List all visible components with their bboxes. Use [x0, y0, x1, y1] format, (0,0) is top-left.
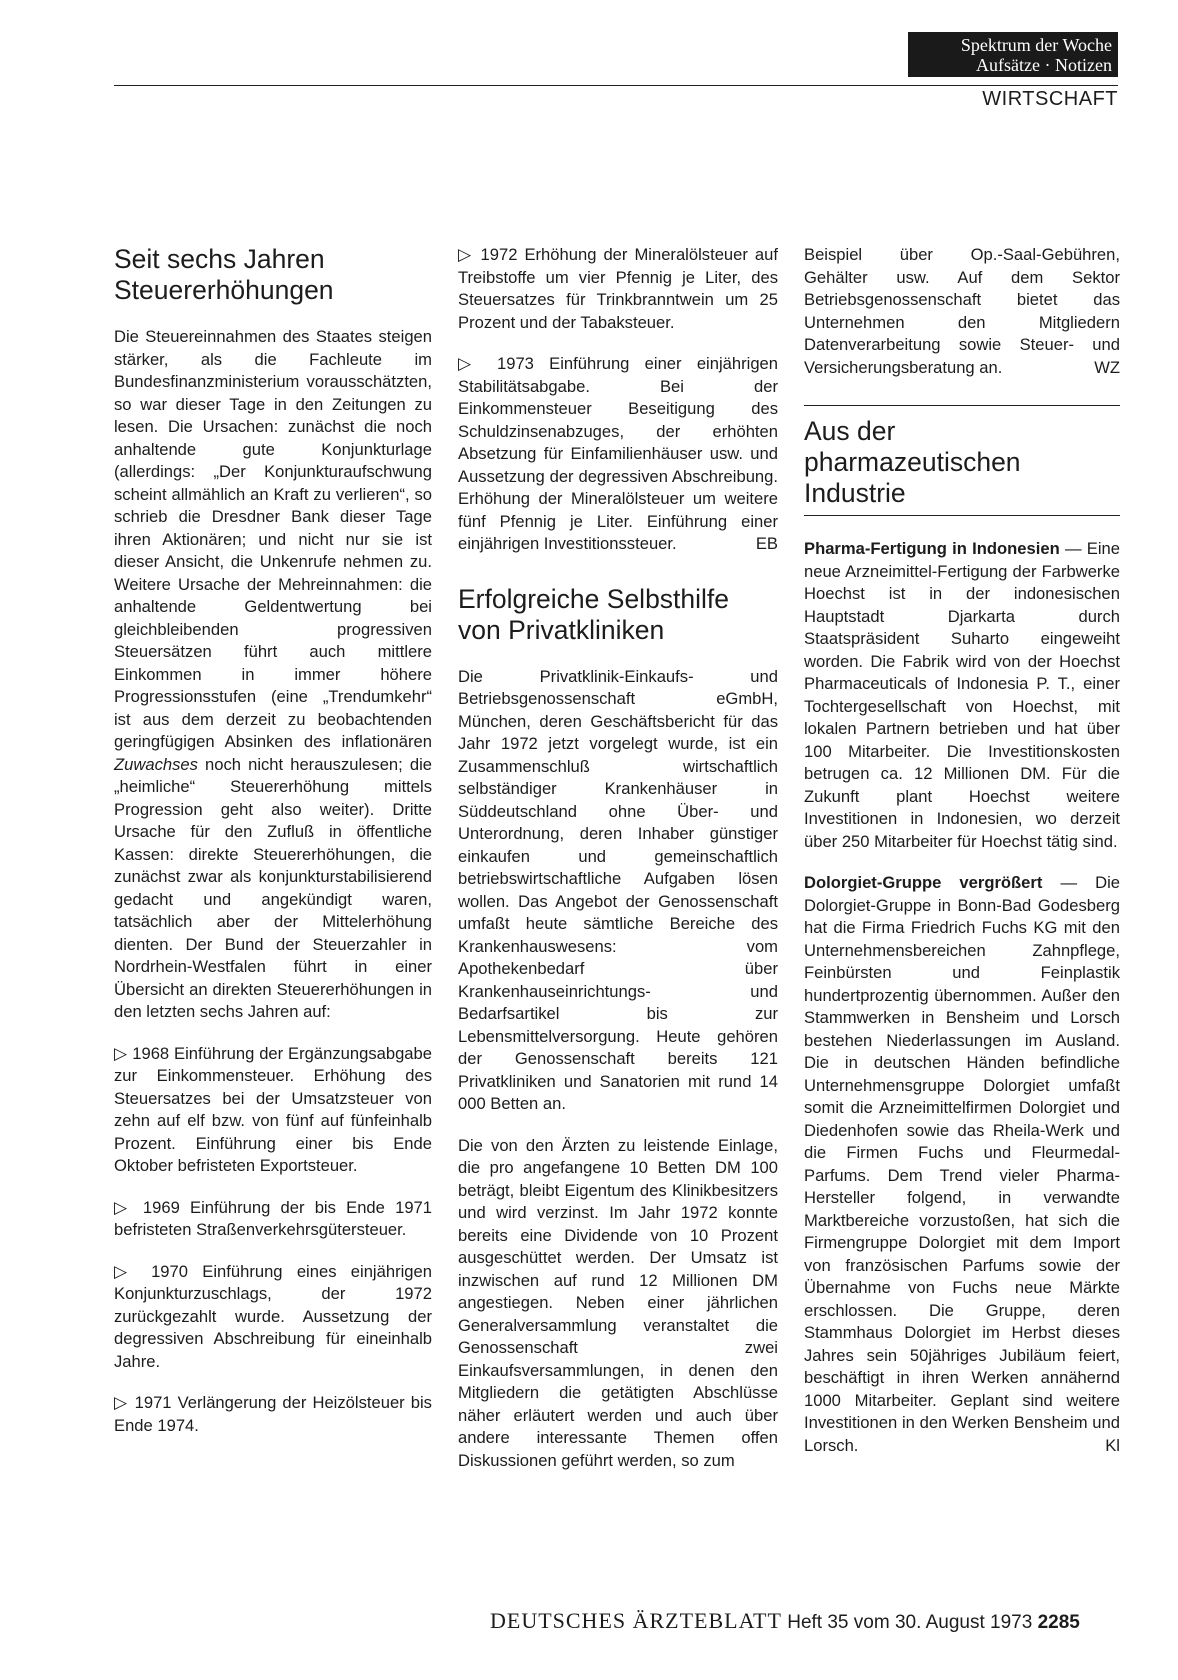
triangle-right-icon: ▷ [458, 245, 474, 264]
article-divider [804, 405, 1120, 406]
article3-title-line3: Industrie [804, 478, 906, 508]
department-label: WIRTSCHAFT [982, 88, 1118, 110]
article2-para3: Beispiel über Op.-Saal-Gebühren, Gehälter usw. Auf dem Sektor Betriebsgenossenschaft bietet das Unternehmen den Mitgliedern Datenverarbeitung sowie Steuer- und Versicherungsberatung an. WZ [804, 244, 1120, 379]
list-item: ▷ 1973 Einführung einer einjährigen Stabilitätsabgabe. Bei der Einkommensteuer Beseitigung des Schuldzinsenabzuges, der erhöhten Absetzung für Einfamilienhäuser usw. und Aussetzung der degressiven Abschreibung. Erhöhung der Mineralölsteuer um weitere fünf Pfennig je Liter. Einführung einer einjährigen Investitionssteuer. EB [458, 353, 778, 556]
article1-body: Die Steuereinnahmen des Staates steigen stärker, als die Fachleute im Bundesfinanzministerium vorausschätzten, so war dieser Tage in den Zeitungen zu lesen. Die Ursachen: zunächst die noch anhaltende gute Konjunkturlage (allerdings: „Der Konjunkturaufschwung scheint allmählich an Kraft zu verlieren“, so schrieb die Dresdner Bank dieser Tage ihren Aktionären; und nicht nur sie ist dieser Ansicht, die Unkenrufe nehmen zu. Weitere Ursache der Mehreinnahmen: die anhaltende Geldentwertung bei gleichbleibenden progressiven Steuersätzen führt auch mittlere Einkommen in immer höhere Progressionsstufen (eine „Trendumkehr“ ist aus dem derzeit zu beobachtenden geringfügigen Absinken des inflationären Zuwachses noch nicht herauszulesen; die „heimliche“ Steuererhöhung mittels Progression geht also weiter). Dritte Ursache für den Zufluß in öffentliche Kassen: direkte Steuererhöhungen, die zunächst zwar als konjunkturstabilisierend gedacht und angekündigt waren, tatsächlich aber der Mittelerhöhung dienten. Der Bund der Steuerzahler in Nordrhein-Westfalen führt in einer Übersicht an direkten Steuererhöhungen in den letzten sechs Jahren auf: [114, 327, 432, 1021]
list-item: ▷ 1970 Einführung eines einjährigen Konjunkturzuschlags, der 1972 zurückgezahlt wurde. Aussetzung der degressiven Abschreibung für eineinhalb Jahre. [114, 1261, 432, 1371]
article2-title-line1: Erfolgreiche Selbsthilfe [458, 583, 730, 614]
column-2 [458, 244, 778, 1491]
article3-title [804, 416, 1120, 509]
article1-signature: EB [755, 534, 778, 553]
section-label-line1: Spektrum der Woche [960, 35, 1112, 55]
article1-title-line2: Steuererhöhungen [114, 275, 334, 305]
list-item: ▷ 1972 Erhöhung der Mineralölsteuer auf Treibstoffe um vier Pfennig je Liter, des Steuersatzes für Trinkbranntwein um 25 Prozent und der Tabaksteuer. [458, 245, 778, 332]
article1-title [114, 244, 432, 306]
header-rule [114, 85, 1118, 86]
article3-signature: Kl [1105, 1435, 1120, 1455]
journal-name: DEUTSCHES ÄRZTEBLATT [490, 1608, 782, 1633]
triangle-right-icon: ▷ [114, 1043, 128, 1063]
page-footer [490, 1608, 1080, 1634]
article3-title-line1: Aus der [804, 416, 896, 446]
issue-info: Heft 35 vom 30. August 1973 [787, 1612, 1033, 1633]
section-label-box [908, 32, 1118, 77]
list-item: ▷ 1971 Verlängerung der Heizölsteuer bis Ende 1974. [114, 1393, 432, 1435]
triangle-right-icon: ▷ [458, 354, 482, 373]
title-underline [804, 515, 1120, 516]
triangle-right-icon: ▷ [114, 1261, 137, 1281]
article2-para2: Die von den Ärzten zu leistende Einlage, die pro angefangene 10 Betten DM 100 beträgt, bleibt Eigentum des Klinikbesitzers und wird verzinst. Im Jahr 1972 konnte bereits eine Dividende von 10 Prozent ausgeschüttet werden. Der Umsatz ist inzwischen auf rund 12 Millionen DM angestiegen. Neben einer jährlichen Generalversammlung veranstaltet die Genossenschaft zwei Einkaufsversammlungen, in denen den Mitgliedern die getätigten Abschlüsse näher erläutert werden und auch über andere interessante Themen offen Diskussionen geführt werden, so zum [458, 1135, 778, 1470]
page-number: 2285 [1037, 1612, 1080, 1633]
item1-heading: Pharma-Fertigung in Indonesien [804, 539, 1060, 558]
section-label-line2: Aufsätze · Notizen [976, 55, 1112, 75]
article3-title-line2: pharmazeutischen [804, 447, 1021, 477]
column-3 [804, 244, 1120, 1476]
list-item: ▷ 1969 Einführung der bis Ende 1971 befristeten Straßenverkehrsgütersteuer. [114, 1197, 433, 1239]
article2-signature: WZ [1094, 357, 1120, 377]
column-1 [114, 244, 432, 1456]
triangle-right-icon: ▷ [114, 1393, 129, 1412]
article1-title-line1: Seit sechs Jahren [114, 244, 325, 274]
article2-title-line2: von Privatkliniken [458, 614, 665, 645]
list-item: ▷ 1968 Einführung der Ergänzungsabgabe zur Einkommensteuer. Erhöhung des Steuersatzes bei der Umsatzsteuer von zehn auf elf bzw. von fünf auf fünfeinhalb Prozent. Einführung einer bis Ende Oktober befristeten Exportsteuer. [114, 1043, 432, 1175]
article3-item2: Dolorgiet-Gruppe vergrößert — Die Dolorgiet-Gruppe in Bonn-Bad Godesberg hat die Firma Friedrich Fuchs KG mit den Unternehmensbereichen Zahnpflege, Feinbürsten und Feinplastik hundertprozentig übernommen. Außer den Stammwerken in Bensheim und Lorsch bestehen Niederlassungen im Ausland. Die in deutschen Händen befindliche Unternehmensgruppe Dolorgiet umfaßt somit die Arzneimittelfirmen Dolorgiet und Diedenhofen sowie das Rheila-Werk und die Firmen Fuchs und Fleurmedal-Parfums. Dem Trend vieler Pharma-Hersteller folgend, in verwandte Marktbereiche vorzustoßen, hat sich die Firmengruppe Dolorgiet mit dem Import von französischen Parfums sowie der Übernahme von Fuchs neue Märkte erschlossen. Die Gruppe, deren Stammhaus Dolorgiet im Herbst dieses Jahres sein 50jähriges Jubiläum feiert, beschäftigt in ihren Werken annähernd 1000 Mitarbeiter. Geplant sind weitere Investitionen in den Werken Bensheim und Lorsch. Kl [804, 872, 1120, 1457]
item2-heading: Dolorgiet-Gruppe vergrößert [804, 873, 1043, 892]
article3-item1: Pharma-Fertigung in Indonesien — Eine neue Arzneimittel-Fertigung der Farbwerke Hoechst ist in der indonesischen Hauptstadt Djarkarta durch Staatspräsident Suharto eingeweiht worden. Die Fabrik wird von der Hoechst Pharmaceuticals of Indonesia P. T., einer Tochtergesellschaft von Hoechst, mit lokalen Partnern betrieben und hat über 100 Mitarbeiter. Die Investitionskosten betrugen ca. 12 Millionen DM. Für die Zukunft plant Hoechst weitere Investitionen in Indonesien, wo derzeit über 250 Mitarbeiter für Hoechst tätig sind. [804, 539, 1120, 851]
article2-title [458, 584, 778, 646]
triangle-right-icon: ▷ [114, 1197, 133, 1217]
article2-para1: Die Privatklinik-Einkaufs- und Betriebsgenossenschaft eGmbH, München, deren Geschäftsbericht für das Jahr 1972 jetzt vorgelegt wurde, ist ein Zusammenschluß wirtschaftlich selbständiger Krankenhäuser in Süddeutschland ohne Über- und Unterordnung, deren Inhaber günstiger einkaufen und gemeinschaftlich betriebswirtschaftliche Aufgaben lösen wollen. Das Angebot der Genossenschaft umfaßt heute sämtliche Bereiche des Krankenhauswesens: vom Apothekenbedarf über Krankenhauseinrichtungs- und Bedarfsartikel bis zur Lebensmittelversorgung. Heute gehören der Genossenschaft bereits 121 Privatkliniken und Sanatorien mit rund 14 000 Betten an. [458, 666, 778, 1113]
